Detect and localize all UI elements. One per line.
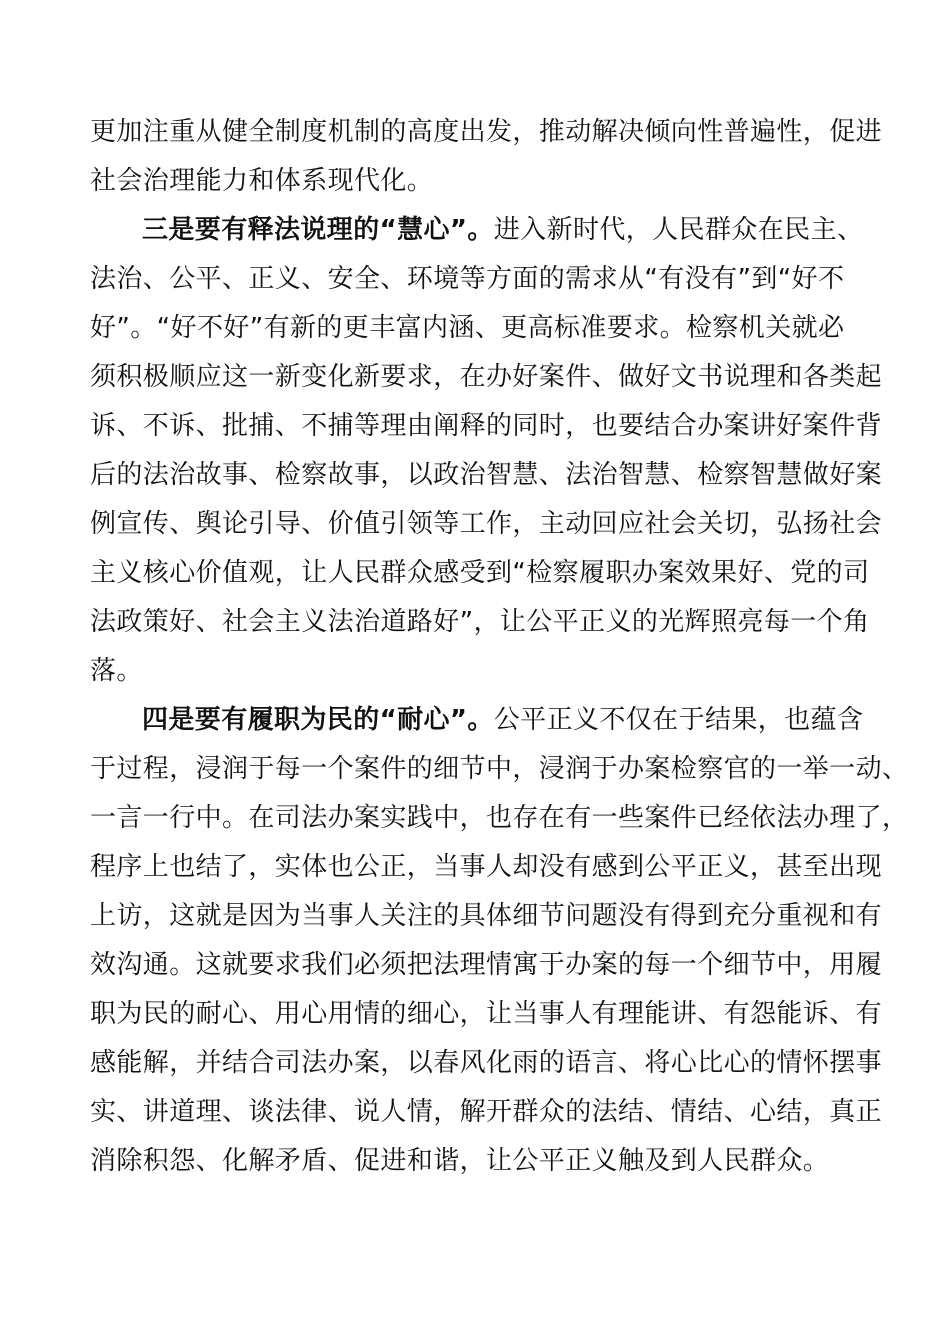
paragraph-3-line: 于过程，浸润于每一个案件的细节中，浸润于办案检察官的一举一动、 [90, 754, 909, 784]
paragraph-1 [90, 108, 883, 206]
paragraph-2 [90, 206, 883, 696]
paragraph-2-line: 法政策好、社会主义法治道路好”，让公平正义的光辉照亮每一个角 [90, 607, 870, 637]
paragraph-2-line: 例宣传、舆论引导、价值引领等工作，主动回应社会关切，弘扬社会 [90, 509, 883, 539]
paragraph-2-first-line [90, 206, 870, 255]
paragraph-2-line: 法治、公平、正义、安全、环境等方面的需求从“有没有”到“好不 [90, 264, 845, 294]
paragraph-2-line: 落。 [90, 656, 143, 686]
paragraph-3-first-line-text: 公平正义不仅在于结果，也蕴含 [493, 705, 864, 735]
paragraph-2-heading: 三是要有释法说理的“慧心”。 [142, 215, 494, 245]
paragraph-1-line-2: 社会治理能力和体系现代化。 [90, 166, 434, 196]
paragraph-3-line: 消除积怨、化解矛盾、促进和谐，让公平正义触及到人民群众。 [90, 1146, 830, 1176]
paragraph-3-line: 上访，这就是因为当事人关注的具体细节问题没有得到充分重视和有 [90, 901, 883, 931]
paragraph-2-line: 后的法治故事、检察故事，以政治智慧、法治智慧、检察智慧做好案 [90, 460, 883, 490]
paragraph-1-line-1: 更加注重从健全制度机制的高度出发，推动解决倾向性普遍性，促进 [90, 117, 883, 147]
paragraph-3-line: 职为民的耐心、用心用情的细心，让当事人有理能讲、有怨能诉、有 [90, 999, 883, 1029]
paragraph-3-line: 感能解，并结合司法办案，以春风化雨的语言、将心比心的情怀摆事 [90, 1048, 883, 1078]
paragraph-3-line: 程序上也结了，实体也公正，当事人却没有感到公平正义，甚至出现 [90, 852, 883, 882]
paragraph-2-line: 好”。“好不好”有新的更丰富内涵、更高标准要求。检察机关就必 [90, 313, 845, 343]
paragraph-3-first-line [90, 696, 870, 745]
document-body [90, 108, 909, 1186]
paragraph-2-first-line-text: 进入新时代，人民群众在民主、 [493, 215, 864, 245]
paragraph-2-line: 须积极顺应这一新变化新要求，在办好案件、做好文书说理和各类起 [90, 362, 883, 392]
paragraph-3-line: 实、讲道理、谈法律、说人情，解开群众的法结、情结、心结，真正 [90, 1097, 883, 1127]
paragraph-3-heading: 四是要有履职为民的“耐心”。 [142, 705, 494, 735]
paragraph-2-line: 主义核心价值观，让人民群众感受到“检察履职办案效果好、党的司 [90, 558, 870, 588]
paragraph-2-line: 诉、不诉、批捕、不捕等理由阐释的同时，也要结合办案讲好案件背 [90, 411, 883, 441]
paragraph-3-line: 效沟通。这就要求我们必须把法理情寓于办案的每一个细节中，用履 [90, 950, 883, 980]
paragraph-3 [90, 696, 909, 1186]
paragraph-3-line: 一言一行中。在司法办案实践中，也存在有一些案件已经依法办理了， [90, 803, 909, 833]
